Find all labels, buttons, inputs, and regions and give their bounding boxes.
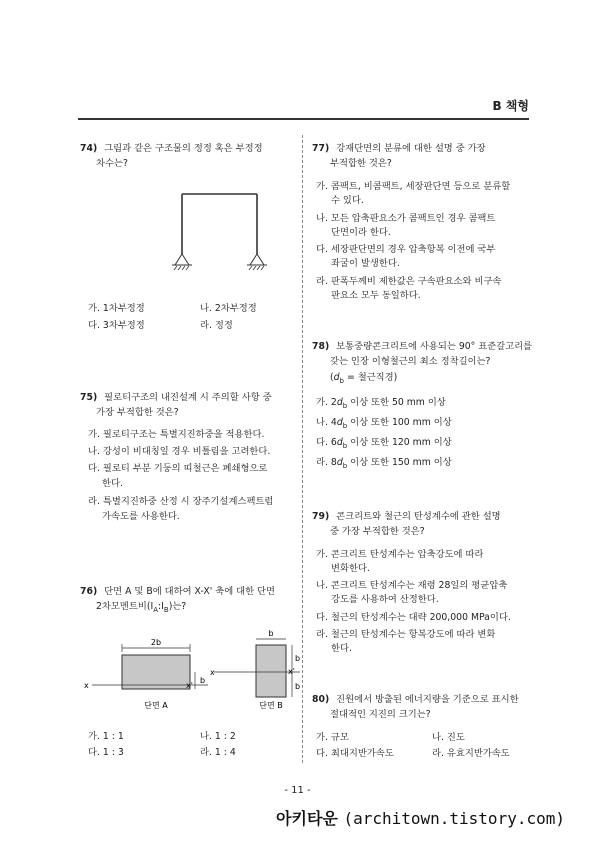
option-c-cont: 좌굴이 발생한다. [331, 258, 400, 269]
source-watermark [276, 806, 565, 829]
question-text: 그림과 같은 구조물의 정정 혹은 부정정 [104, 143, 263, 154]
option-a[interactable]: 가. 1 : 1 [88, 731, 124, 742]
option-coef: 다. 6 [316, 437, 337, 448]
header-rule [78, 118, 529, 120]
dim-b-right-upper: b [295, 654, 301, 663]
option-a[interactable]: 가. 콘크리트 탄성계수는 압축강도에 따라 [316, 549, 484, 560]
option-c[interactable]: 다. 3차부정정 [88, 320, 145, 331]
question-77 [312, 141, 486, 156]
option-b[interactable]: 나. 콘크리트 탄성계수는 재령 28일의 평균압축 [316, 580, 508, 591]
option-b[interactable]: 나. 1 : 2 [200, 731, 236, 742]
ratio-text-3: )는? [168, 601, 187, 612]
question-number: 75) [80, 392, 98, 403]
option-b[interactable]: 나. 진도 [432, 732, 465, 743]
question-78 [312, 339, 532, 354]
dim-b-label: b [200, 676, 206, 685]
option-d-cont: 판요소 모두 동일하다. [331, 290, 421, 301]
booklet-type: B 책형 [492, 99, 529, 113]
option-d-cont: 가속도를 사용한다. [102, 511, 180, 522]
question-text: 강재단면의 분류에 대한 설명 중 가장 [336, 143, 486, 154]
page-number: - 11 - [284, 785, 311, 796]
option-a[interactable]: 가. 1차부정정 [88, 303, 145, 314]
frame-structure-figure [160, 190, 285, 285]
option-b[interactable]: 나. 2차부정정 [200, 303, 257, 314]
question-text: 콘크리트와 철근의 탄성계수에 관한 설명 [336, 511, 501, 522]
option-a[interactable]: 가. 규모 [316, 732, 349, 743]
option-b[interactable]: 나. 강성이 비대칭일 경우 비틀림을 고려한다. [88, 446, 271, 457]
option-c-cont: 한다. [102, 478, 123, 489]
question-75 [80, 390, 272, 405]
section-figure [82, 628, 304, 720]
option-d[interactable]: 라. 정정 [200, 320, 233, 331]
question-number: 80) [312, 694, 330, 705]
question-note: ($d_b$ = 철근직경) [330, 372, 398, 385]
dim-2b-label: 2b [150, 638, 162, 647]
ratio-text-2: :I [158, 601, 164, 612]
question-number: 77) [312, 143, 330, 154]
option-a[interactable]: 가. $2d_b$ 이상 또한 50 mm 이상 [316, 397, 446, 410]
brand-name: 아키타운 [276, 809, 338, 828]
question-80 [312, 692, 519, 707]
option-d[interactable]: 라. 철근의 탄성계수는 항복강도에 따라 변화 [316, 629, 496, 640]
option-coef: 가. 2 [316, 397, 337, 408]
question-number: 76) [80, 586, 98, 597]
x-axis-label: x [84, 681, 89, 690]
question-text-cont: 절대적인 지진의 크기는? [330, 709, 431, 720]
option-c[interactable]: 다. 1 : 3 [88, 747, 124, 758]
option-c[interactable]: 다. 철근의 탄성계수는 대략 200,000 MPa이다. [316, 612, 511, 623]
question-text: 단면 A 및 B에 대하여 X-X' 축에 대한 단면 [104, 586, 276, 597]
option-c[interactable]: 다. $6d_b$ 이상 또한 120 mm 이상 [316, 437, 452, 450]
question-76 [80, 584, 275, 599]
note-text: = 철근직경) [346, 372, 398, 383]
brand-url: (architown.tistory.com) [343, 809, 565, 828]
option-b[interactable]: 나. 모든 압축판요소가 콤팩트인 경우 콤팩트 [316, 213, 496, 224]
question-number: 74) [80, 143, 98, 154]
question-number: 78) [312, 341, 330, 352]
dim-b-top-label: b [268, 629, 274, 638]
x-prime-label: x' [186, 681, 193, 690]
option-coef: 라. 8 [316, 457, 337, 468]
option-b-cont: 단면이라 한다. [331, 227, 391, 238]
option-a[interactable]: 가. 콤팩트, 비콤팩트, 세장판단면 등으로 분류할 [316, 181, 511, 192]
section-b-caption: 단면 B [259, 701, 283, 710]
x-axis-label-b: x [210, 668, 215, 677]
option-c[interactable]: 다. 최대지반가속도 [316, 748, 394, 759]
option-b[interactable]: 나. $4d_b$ 이상 또한 100 mm 이상 [316, 417, 452, 430]
option-c[interactable]: 다. 필로티 부분 기둥의 띠철근은 폐쇄형으로 [88, 463, 268, 474]
option-a[interactable]: 가. 필로티구조는 특별지진하중을 적용한다. [88, 429, 265, 440]
option-d-cont: 한다. [331, 643, 352, 654]
question-text-cont: 갖는 인장 이형철근의 최소 정착길이는? [330, 356, 491, 367]
option-d[interactable]: 라. 특별지진하중 산정 시 장주기설계스펙트럼 [88, 496, 274, 507]
option-rest: 이상 또한 150 mm 이상 [347, 457, 452, 468]
ratio-text-1: 2차모멘트비(I [96, 601, 154, 612]
question-text-cont: 중 가장 부적합한 것은? [330, 526, 425, 537]
option-rest: 이상 또한 120 mm 이상 [347, 437, 452, 448]
question-74 [80, 141, 263, 156]
question-text: 보통중량콘크리트에 사용되는 90° 표준갈고리를 [336, 341, 533, 352]
x-prime-label-b: x' [288, 667, 295, 676]
question-number: 79) [312, 511, 330, 522]
option-d[interactable]: 라. 유효지반가속도 [432, 748, 510, 759]
option-d[interactable]: 라. 1 : 4 [200, 747, 236, 758]
section-a-caption: 단면 A [144, 701, 168, 710]
question-text-cont: 2차모멘트비$(I_A:I_B)$는? [96, 601, 187, 614]
option-rest: 이상 또한 50 mm 이상 [347, 397, 446, 408]
option-a-cont: 수 있다. [331, 195, 364, 206]
option-d[interactable]: 라. 판폭두께비 제한값은 구속판요소와 비구속 [316, 276, 502, 287]
option-b-cont: 강도를 사용하여 산정한다. [331, 594, 439, 605]
question-text: 필로티구조의 내진설계 시 주의할 사항 중 [104, 392, 272, 403]
option-rest: 이상 또한 100 mm 이상 [347, 417, 452, 428]
option-a-cont: 변화한다. [331, 563, 370, 574]
question-text-cont: 차수는? [96, 158, 128, 169]
option-d[interactable]: 라. $8d_b$ 이상 또한 150 mm 이상 [316, 457, 452, 470]
question-text-cont: 부적합한 것은? [330, 158, 392, 169]
question-text-cont: 가장 부적합한 것은? [96, 407, 179, 418]
question-text: 진원에서 방출된 에너지량을 기준으로 표시한 [336, 694, 519, 705]
dim-b-right-lower: b [295, 682, 301, 691]
option-c[interactable]: 다. 세장판단면의 경우 압축항복 이전에 국부 [316, 244, 496, 255]
option-coef: 나. 4 [316, 417, 337, 428]
question-79 [312, 509, 501, 524]
